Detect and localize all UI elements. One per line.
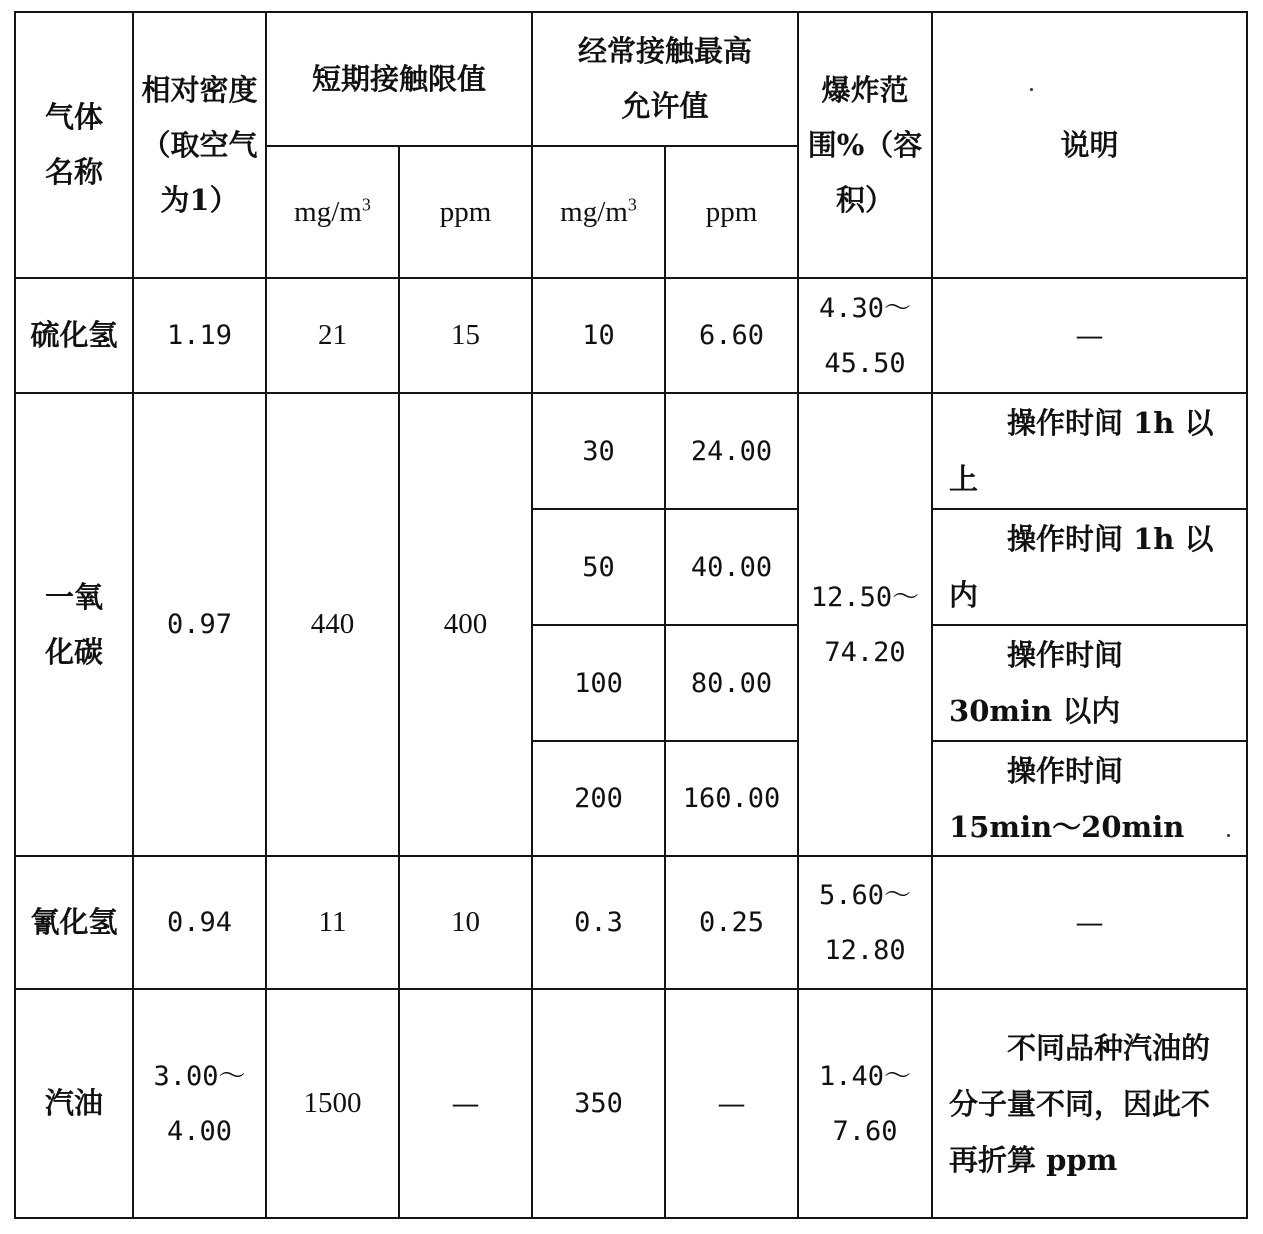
short-term-ppm-cell: 10 (399, 856, 532, 989)
short-term-ppm-cell: 15 (399, 278, 532, 393)
header-regular-mg-unit (532, 146, 665, 278)
table-row-gasoline (15, 989, 1247, 1218)
note-cell: 操作时间 1h 以上 (932, 393, 1247, 509)
note-cell: 不同品种汽油的分子量不同，因此不再折算 ppm (932, 989, 1247, 1218)
header-regular-max: 经常接触最高允许值 (532, 12, 798, 146)
header-short-term-ppm-unit: ppm (399, 146, 532, 278)
regular-mg-cell: 30 (532, 393, 665, 509)
regular-ppm-cell: 6.60 (665, 278, 798, 393)
table-row-co-1 (15, 393, 1247, 509)
regular-ppm-cell: 0.25 (665, 856, 798, 989)
short-term-mg-cell: 1500 (266, 989, 399, 1218)
density-cell: 1.19 (133, 278, 266, 393)
header-gas-name: 气体名称 (15, 12, 133, 278)
density-cell: 0.97 (133, 393, 266, 856)
regular-mg-cell: 100 (532, 625, 665, 741)
short-term-mg-cell: 21 (266, 278, 399, 393)
explosion-range-cell: 5.60～12.80 (798, 856, 932, 989)
gas-limits-table-wrapper (14, 11, 1246, 1217)
unit-mg-sup: 3 (627, 193, 637, 214)
regular-ppm-cell: — (665, 989, 798, 1218)
unit-mg-sup: 3 (361, 193, 371, 214)
note-cell: 操作时间 30min 以内 (932, 625, 1247, 741)
regular-mg-cell: 200 (532, 741, 665, 856)
table-row-hcn (15, 856, 1247, 989)
note-cell: 操作时间 1h 以内 (932, 509, 1247, 625)
short-term-mg-cell: 11 (266, 856, 399, 989)
regular-ppm-cell: 40.00 (665, 509, 798, 625)
regular-mg-cell: 0.3 (532, 856, 665, 989)
note-cell: — (932, 278, 1247, 393)
short-term-ppm-cell: — (399, 989, 532, 1218)
header-explosion-range: 爆炸范围%（容积） (798, 12, 932, 278)
gas-name-cell: 一氧化碳 (15, 393, 133, 856)
table-row-h2s (15, 278, 1247, 393)
unit-mg-text: mg/m (294, 195, 362, 228)
explosion-range-cell: 1.40～7.60 (798, 989, 932, 1218)
regular-mg-cell: 10 (532, 278, 665, 393)
gas-name-cell: 汽油 (15, 989, 133, 1218)
header-short-term-mg-unit (266, 146, 399, 278)
density-cell: 0.94 (133, 856, 266, 989)
regular-ppm-cell: 80.00 (665, 625, 798, 741)
gas-name-cell: 氰化氢 (15, 856, 133, 989)
header-relative-density: 相对密度（取空气为1） (133, 12, 266, 278)
explosion-range-cell: 12.50～74.20 (798, 393, 932, 856)
scan-speck (1030, 88, 1033, 91)
regular-mg-cell: 350 (532, 989, 665, 1218)
density-cell: 3.00～4.00 (133, 989, 266, 1218)
regular-ppm-cell: 24.00 (665, 393, 798, 509)
header-regular-ppm-unit: ppm (665, 146, 798, 278)
note-cell: 操作时间 15min～20min (932, 741, 1247, 856)
gas-limits-table (14, 11, 1248, 1219)
regular-mg-cell: 50 (532, 509, 665, 625)
header-note: 说明 (932, 12, 1247, 278)
unit-mg-text: mg/m (560, 195, 628, 228)
scan-speck (1227, 834, 1230, 837)
short-term-ppm-cell: 400 (399, 393, 532, 856)
short-term-mg-cell: 440 (266, 393, 399, 856)
header-short-term-limit: 短期接触限值 (266, 12, 532, 146)
explosion-range-cell: 4.30～45.50 (798, 278, 932, 393)
regular-ppm-cell: 160.00 (665, 741, 798, 856)
gas-name-cell: 硫化氢 (15, 278, 133, 393)
note-cell: — (932, 856, 1247, 989)
